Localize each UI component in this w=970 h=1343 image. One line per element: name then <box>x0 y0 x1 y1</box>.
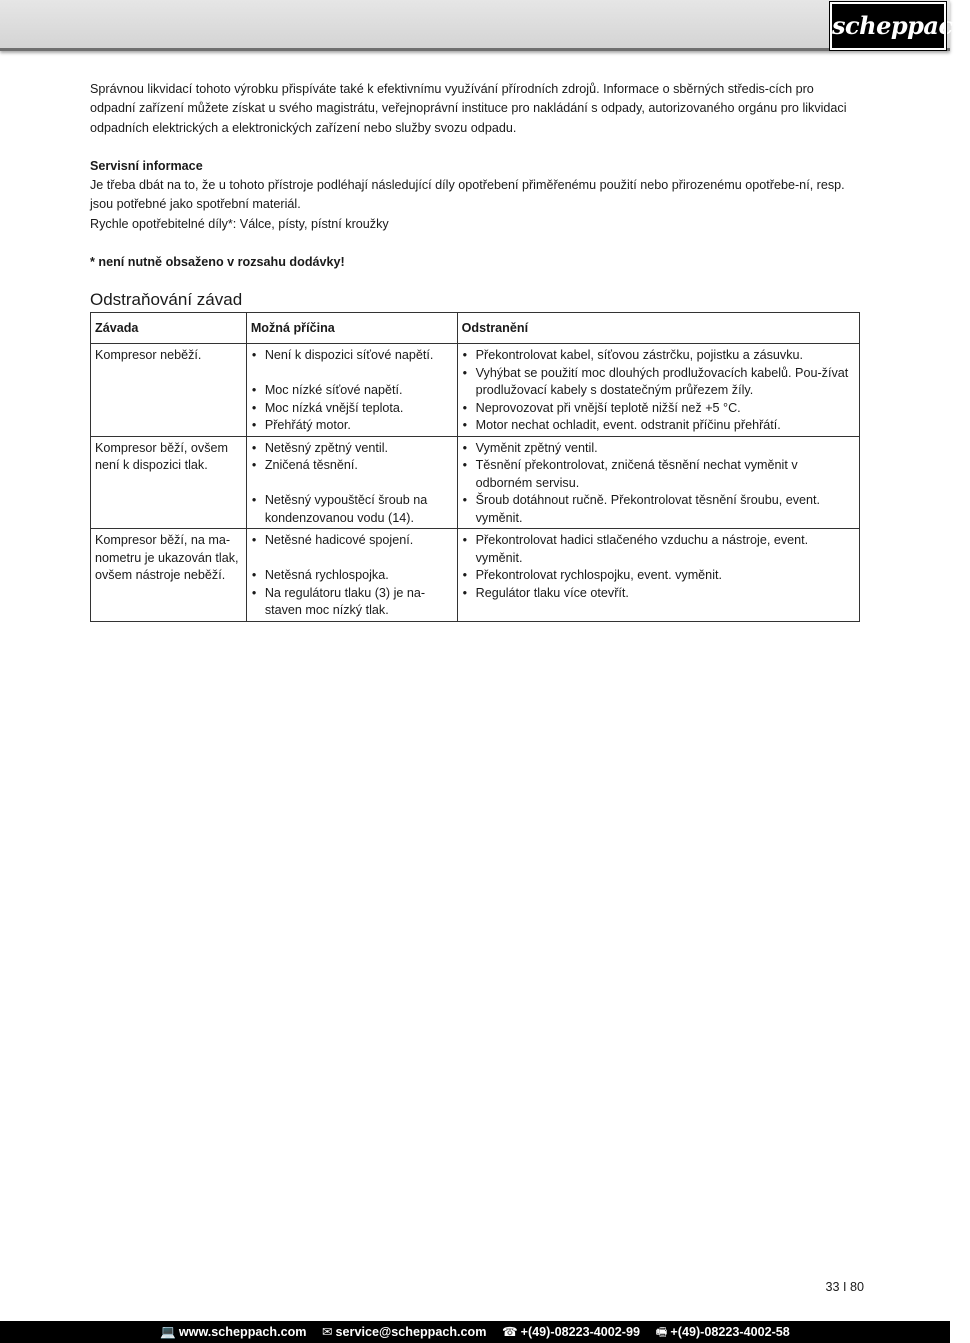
disposal-paragraph: Správnou likvidací tohoto výrobku přispíváte také k efektivnímu využívání přírodních zdrojů. Informace o sběrných středis-cích pro odpadní zařízení můžete získat u svého magistrátu, veřejnoprávní instituce pro nakládání s odpady, autorizovaného orgánu pro likvidaci odpadních elektrických a elektronických zařízení nebo služby svozu odpadu. <box>90 82 847 135</box>
footer-fax: +(49)-08223-4002-58 <box>670 1325 790 1339</box>
envelope-icon: ✉ <box>321 1325 333 1339</box>
fault-cell: Kompresor běží, ovšem není k dispozici tlak. <box>91 436 247 529</box>
remedy-item: • Neprovozovat při vnější teplotě nižší než +5 °C. <box>462 400 855 418</box>
cause-cell <box>246 436 457 529</box>
remedy-item: • Překontrolovat kabel, síťovou zástrčku, pojistku a zásuvku. <box>462 347 855 365</box>
cause-item: • Moc nízká vnější teplota. <box>251 400 453 418</box>
cause-cell <box>246 344 457 437</box>
cause-item: • Netěsná rychlospojka. <box>251 567 453 585</box>
remedy-cell <box>457 529 859 622</box>
cause-cell <box>246 529 457 622</box>
remedy-item: • Překontrolovat rychlospojku, event. vyměnit. <box>462 567 855 585</box>
remedy-item: • Překontrolovat hadici stlačeného vzduchu a nástroje, event. vyměnit. <box>462 532 855 567</box>
cause-item: • Netěsné hadicové spojení. <box>251 532 453 550</box>
troubleshooting-title: Odstraňování závad <box>90 290 243 309</box>
cause-item: • Netěsný vypouštěcí šroub na kondenzovanou vodu (14). <box>251 492 453 527</box>
cause-item: • Není k dispozici síťové napětí. <box>251 347 453 365</box>
troubleshooting-table <box>90 312 860 622</box>
fault-cell: Kompresor běží, na ma-nometru je ukazován tlak, ovšem nástroje neběží. <box>91 529 247 622</box>
column-header-cause: Možná příčina <box>246 313 457 344</box>
remedy-cell <box>457 344 859 437</box>
column-header-remedy: Odstranění <box>457 313 859 344</box>
column-header-fault: Závada <box>91 313 247 344</box>
fax-icon: 🖷 <box>655 1325 668 1339</box>
scheppach-logo: scheppach <box>830 2 946 50</box>
remedy-item: • Motor nechat ochladit, event. odstranit příčinu přehřátí. <box>462 417 855 435</box>
footer-phone: +(49)-08223-4002-99 <box>520 1325 641 1339</box>
remedy-cell <box>457 436 859 529</box>
fault-cell: Kompresor neběží. <box>91 344 247 437</box>
table-row <box>91 529 860 622</box>
table-row <box>91 436 860 529</box>
footer-email-link[interactable]: service@scheppach.com <box>335 1325 487 1339</box>
cause-item: • Na regulátoru tlaku (3) je na-staven moc nízký tlak. <box>251 585 453 620</box>
table-header-row <box>91 313 860 344</box>
cause-item: • Moc nízké síťové napětí. <box>251 382 453 400</box>
cause-item: • Netěsný zpětný ventil. <box>251 440 453 458</box>
phone-icon: ☎ <box>501 1325 518 1339</box>
remedy-item: • Šroub dotáhnout ručně. Překontrolovat těsnění šroubu, event. vyměnit. <box>462 492 855 527</box>
wear-parts-text: Rychle opotřebitelné díly*: Válce, písty, pístní kroužky <box>90 216 389 231</box>
table-row <box>91 344 860 437</box>
footer-bar <box>0 1321 950 1343</box>
remedy-item: • Regulátor tlaku více otevřít. <box>462 585 855 603</box>
main-content <box>90 80 860 272</box>
laptop-icon: 💻 <box>160 1325 176 1339</box>
cause-item: • Přehřátý motor. <box>251 417 453 435</box>
service-heading: Servisní informace <box>90 158 203 173</box>
cause-item: • Zničená těsnění. <box>251 457 453 475</box>
service-text: Je třeba dbát na to, že u tohoto přístroje podléhají následující díly opotřebení přiměřenému použití nebo přirozenému opotřebe-ní, resp. jsou potřebné jako spotřební materiál. <box>90 178 845 212</box>
remedy-item: • Vyhýbat se použití moc dlouhých prodlužovacích kabelů. Pou-žívat prodlužovací kabely s dostatečným průřezem žíly. <box>462 365 855 400</box>
header-bar <box>0 0 970 51</box>
page-number: 33 I 80 <box>825 1280 864 1294</box>
remedy-item: • Vyměnit zpětný ventil. <box>462 440 855 458</box>
remedy-item: • Těsnění překontrolovat, zničená těsnění nechat vyměnit v odborném servisu. <box>462 457 855 492</box>
footer-website-link[interactable]: www.scheppach.com <box>178 1325 307 1339</box>
delivery-note: * není nutně obsaženo v rozsahu dodávky! <box>90 255 345 270</box>
